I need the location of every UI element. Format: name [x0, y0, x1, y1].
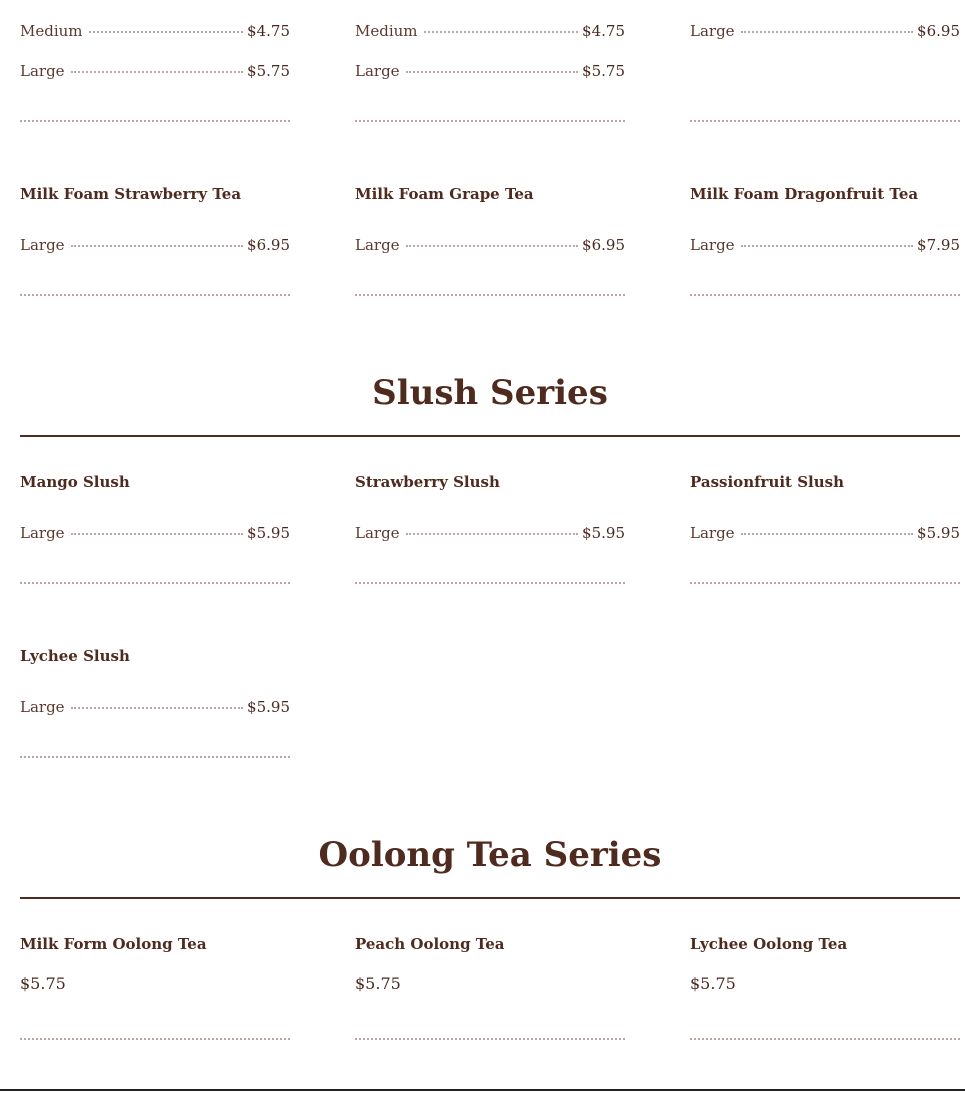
dotted-separator — [355, 1038, 625, 1040]
price-value: $6.95 — [917, 22, 960, 40]
item-title: Mango Slush — [20, 473, 130, 491]
dotted-separator — [355, 582, 625, 584]
leader-dots — [71, 533, 243, 535]
size-label: Large — [20, 62, 65, 80]
size-label: Large — [690, 22, 735, 40]
dotted-separator — [20, 1038, 290, 1040]
price-value: $5.95 — [917, 524, 960, 542]
size-label: Large — [690, 524, 735, 542]
dotted-separator — [690, 120, 960, 122]
leader-dots — [406, 245, 578, 247]
leader-dots — [741, 245, 913, 247]
dotted-separator — [355, 294, 625, 296]
size-price-row — [20, 236, 290, 258]
leader-dots — [406, 71, 578, 73]
price-value: $5.75 — [690, 974, 736, 993]
item-title: Lychee Oolong Tea — [690, 935, 848, 953]
price-value: $5.75 — [247, 62, 290, 80]
price-value: $5.95 — [582, 524, 625, 542]
dotted-separator — [355, 120, 625, 122]
size-price-row — [355, 22, 625, 44]
leader-dots — [89, 31, 244, 33]
leader-dots — [71, 707, 243, 709]
leader-dots — [71, 71, 243, 73]
dotted-separator — [20, 756, 290, 758]
size-price-row — [20, 698, 290, 720]
section-heading-slush: Slush Series — [372, 373, 608, 413]
size-price-row — [690, 524, 960, 546]
price-value: $7.95 — [917, 236, 960, 254]
dotted-separator — [20, 120, 290, 122]
section-heading-oolong: Oolong Tea Series — [318, 835, 662, 875]
size-label: Large — [690, 236, 735, 254]
item-title: Lychee Slush — [20, 647, 130, 665]
price-value: $5.75 — [582, 62, 625, 80]
dotted-separator — [690, 294, 960, 296]
size-price-row — [20, 62, 290, 84]
price-value: $5.95 — [247, 698, 290, 716]
size-price-row — [690, 22, 960, 44]
size-label: Medium — [355, 22, 418, 40]
item-title: Milk Form Oolong Tea — [20, 935, 207, 953]
price-value: $4.75 — [582, 22, 625, 40]
item-title: Strawberry Slush — [355, 473, 500, 491]
dotted-separator — [20, 582, 290, 584]
size-label: Large — [20, 524, 65, 542]
item-title: Passionfruit Slush — [690, 473, 844, 491]
dotted-separator — [690, 1038, 960, 1040]
size-price-row — [20, 524, 290, 546]
leader-dots — [406, 533, 578, 535]
size-price-row — [355, 524, 625, 546]
size-label: Large — [355, 62, 400, 80]
leader-dots — [741, 31, 913, 33]
size-price-row — [355, 62, 625, 84]
price-value: $5.75 — [20, 974, 66, 993]
size-label: Large — [355, 524, 400, 542]
size-price-row — [20, 22, 290, 44]
size-price-row — [690, 236, 960, 258]
size-label: Large — [355, 236, 400, 254]
leader-dots — [71, 245, 243, 247]
price-value: $5.75 — [355, 974, 401, 993]
price-value: $4.75 — [247, 22, 290, 40]
size-label: Large — [20, 236, 65, 254]
item-title: Milk Foam Grape Tea — [355, 185, 534, 203]
price-value: $6.95 — [582, 236, 625, 254]
dotted-separator — [690, 582, 960, 584]
leader-dots — [424, 31, 579, 33]
size-label: Medium — [20, 22, 83, 40]
price-value: $6.95 — [247, 236, 290, 254]
item-title: Milk Foam Strawberry Tea — [20, 185, 242, 203]
page-bottom-divider — [0, 1089, 965, 1091]
section-divider — [20, 897, 960, 899]
size-price-row — [355, 236, 625, 258]
leader-dots — [741, 533, 913, 535]
size-label: Large — [20, 698, 65, 716]
price-value: $5.95 — [247, 524, 290, 542]
dotted-separator — [20, 294, 290, 296]
section-divider — [20, 435, 960, 437]
item-title: Milk Foam Dragonfruit Tea — [690, 185, 919, 203]
item-title: Peach Oolong Tea — [355, 935, 505, 953]
